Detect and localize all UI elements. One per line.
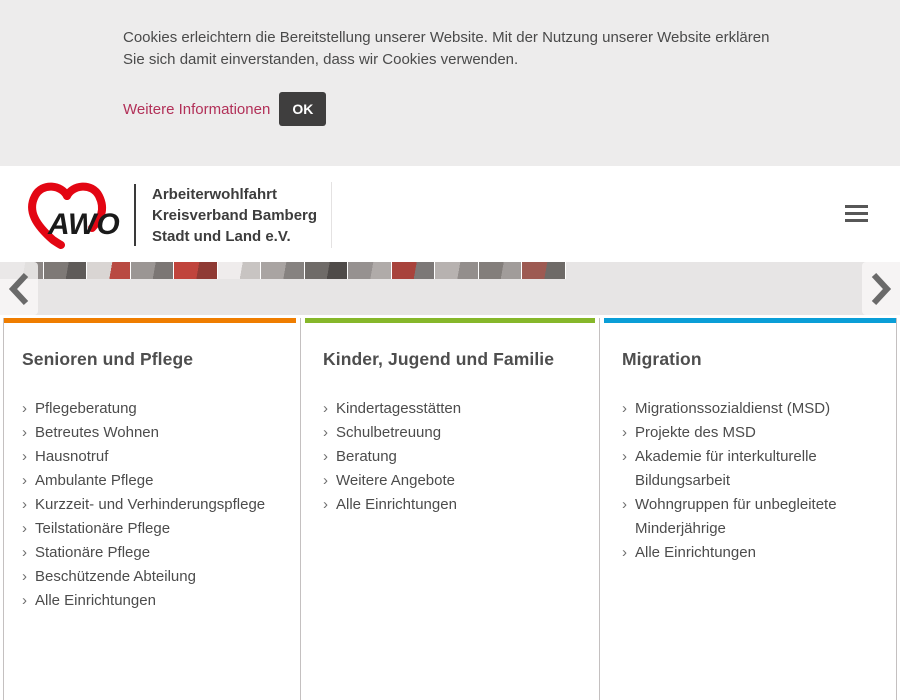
section-link[interactable] bbox=[323, 493, 577, 517]
image-carousel bbox=[0, 262, 900, 315]
section-link[interactable] bbox=[22, 469, 278, 493]
section-accent-bar bbox=[4, 318, 296, 323]
section-link-label: Kindertagesstätten bbox=[336, 400, 462, 417]
carousel-thumbnail bbox=[435, 262, 478, 279]
column-divider bbox=[300, 318, 301, 700]
section-link[interactable] bbox=[22, 541, 278, 565]
section-link-list bbox=[622, 397, 878, 565]
section-link-label: Akademie für interkulturelle Bildungsarbeit bbox=[635, 448, 817, 489]
section-link-label: Projekte des MSD bbox=[635, 424, 756, 441]
org-name: Arbeiterwohlfahrt Kreisverband Bamberg Stadt und Land e.V. bbox=[152, 185, 318, 245]
section-link-label: Pflegeberatung bbox=[35, 400, 137, 417]
section-link-label: Teilstationäre Pflege bbox=[35, 520, 171, 537]
carousel-thumbnail bbox=[479, 262, 522, 279]
section-kinder-jugend-und-familie bbox=[305, 318, 595, 700]
section-link[interactable] bbox=[622, 397, 878, 421]
section-link[interactable] bbox=[323, 469, 577, 493]
chevron-right-icon: › bbox=[622, 544, 627, 561]
awo-heart-logo-icon bbox=[20, 182, 120, 248]
section-link-label: Alle Einrichtungen bbox=[35, 592, 156, 609]
section-link-label: Migrationssozialdienst (MSD) bbox=[635, 400, 831, 417]
awo-logo-text: AWO bbox=[48, 208, 120, 241]
carousel-thumbnail-strip bbox=[0, 262, 566, 279]
cookie-ok-button[interactable]: OK bbox=[279, 92, 326, 126]
section-link[interactable] bbox=[622, 541, 878, 565]
section-link-label: Alle Einrichtungen bbox=[336, 496, 457, 513]
carousel-thumbnail bbox=[305, 262, 348, 279]
section-accent-bar bbox=[305, 318, 595, 323]
chevron-right-icon: › bbox=[22, 520, 27, 537]
column-border bbox=[896, 318, 897, 700]
section-link-list bbox=[22, 397, 278, 613]
section-title: Migration bbox=[622, 349, 702, 369]
section-link-label: Wohngruppen für unbegleitete Minderjährige bbox=[635, 496, 837, 537]
chevron-left-icon[interactable] bbox=[0, 262, 38, 315]
section-link[interactable] bbox=[22, 517, 278, 541]
section-accent-bar bbox=[604, 318, 896, 323]
section-link-label: Schulbetreuung bbox=[336, 424, 442, 441]
chevron-right-icon: › bbox=[22, 496, 27, 513]
section-link-label: Kurzzeit- und Verhinderungspflege bbox=[35, 496, 266, 513]
section-link[interactable] bbox=[22, 397, 278, 421]
section-link-label: Beratung bbox=[336, 448, 397, 465]
chevron-right-icon: › bbox=[622, 448, 627, 465]
chevron-right-icon: › bbox=[323, 424, 328, 441]
chevron-right-icon: › bbox=[22, 448, 27, 465]
chevron-right-icon: › bbox=[22, 592, 27, 609]
section-link[interactable] bbox=[22, 589, 278, 613]
section-link[interactable] bbox=[22, 565, 278, 589]
section-link[interactable] bbox=[622, 421, 878, 445]
section-link[interactable] bbox=[22, 493, 278, 517]
cookie-message: Cookies erleichtern die Bereitstellung unserer Website. Mit der Nutzung unserer Website erklären Sie sich damit einverstanden, dass wir Cookies verwenden. bbox=[123, 29, 770, 68]
site-header bbox=[0, 166, 900, 262]
chevron-right-icon: › bbox=[22, 424, 27, 441]
section-link[interactable] bbox=[323, 445, 577, 469]
chevron-right-icon: › bbox=[323, 496, 328, 513]
carousel-thumbnail bbox=[44, 262, 87, 279]
carousel-thumbnail bbox=[522, 262, 565, 279]
section-link[interactable] bbox=[22, 445, 278, 469]
chevron-right-icon: › bbox=[323, 448, 328, 465]
column-border bbox=[3, 318, 4, 700]
cookie-actions bbox=[123, 92, 860, 126]
section-link-label: Weitere Angebote bbox=[336, 472, 455, 489]
section-link-label: Beschützende Abteilung bbox=[35, 568, 196, 585]
carousel-thumbnail bbox=[392, 262, 435, 279]
carousel-thumbnail bbox=[131, 262, 174, 279]
cookie-more-info-link[interactable]: Weitere Informationen bbox=[123, 100, 271, 118]
chevron-right-icon[interactable] bbox=[862, 262, 900, 315]
section-link-label: Betreutes Wohnen bbox=[35, 424, 159, 441]
chevron-right-icon: › bbox=[622, 496, 627, 513]
carousel-thumbnail bbox=[174, 262, 217, 279]
section-link-label: Stationäre Pflege bbox=[35, 544, 151, 561]
column-divider bbox=[599, 318, 600, 700]
awo-logo[interactable] bbox=[20, 182, 332, 248]
section-link[interactable] bbox=[323, 397, 577, 421]
section-link-label: Alle Einrichtungen bbox=[635, 544, 756, 561]
teaser-section bbox=[0, 315, 900, 700]
logo-divider bbox=[134, 184, 136, 246]
carousel-thumbnail bbox=[348, 262, 391, 279]
chevron-right-icon: › bbox=[323, 472, 328, 489]
section-link-label: Ambulante Pflege bbox=[35, 472, 154, 489]
carousel-thumbnail bbox=[261, 262, 304, 279]
chevron-right-icon: › bbox=[22, 568, 27, 585]
carousel-thumbnail bbox=[218, 262, 261, 279]
section-senioren-und-pflege bbox=[4, 318, 296, 700]
section-migration bbox=[604, 318, 896, 700]
section-title: Kinder, Jugend und Familie bbox=[323, 349, 555, 369]
section-link[interactable] bbox=[323, 421, 577, 445]
section-link[interactable] bbox=[622, 493, 878, 541]
section-link[interactable] bbox=[622, 445, 878, 493]
chevron-right-icon: › bbox=[22, 472, 27, 489]
chevron-right-icon: › bbox=[323, 400, 328, 417]
chevron-right-icon: › bbox=[622, 424, 627, 441]
hamburger-menu-icon[interactable] bbox=[845, 205, 868, 222]
chevron-right-icon: › bbox=[622, 400, 627, 417]
cookie-banner bbox=[0, 0, 900, 166]
chevron-right-icon: › bbox=[22, 544, 27, 561]
carousel-thumbnail bbox=[87, 262, 130, 279]
section-link-label: Hausnotruf bbox=[35, 448, 109, 465]
section-title: Senioren und Pflege bbox=[22, 349, 194, 369]
section-link-list bbox=[323, 397, 577, 517]
chevron-right-icon: › bbox=[22, 400, 27, 417]
section-link[interactable] bbox=[22, 421, 278, 445]
